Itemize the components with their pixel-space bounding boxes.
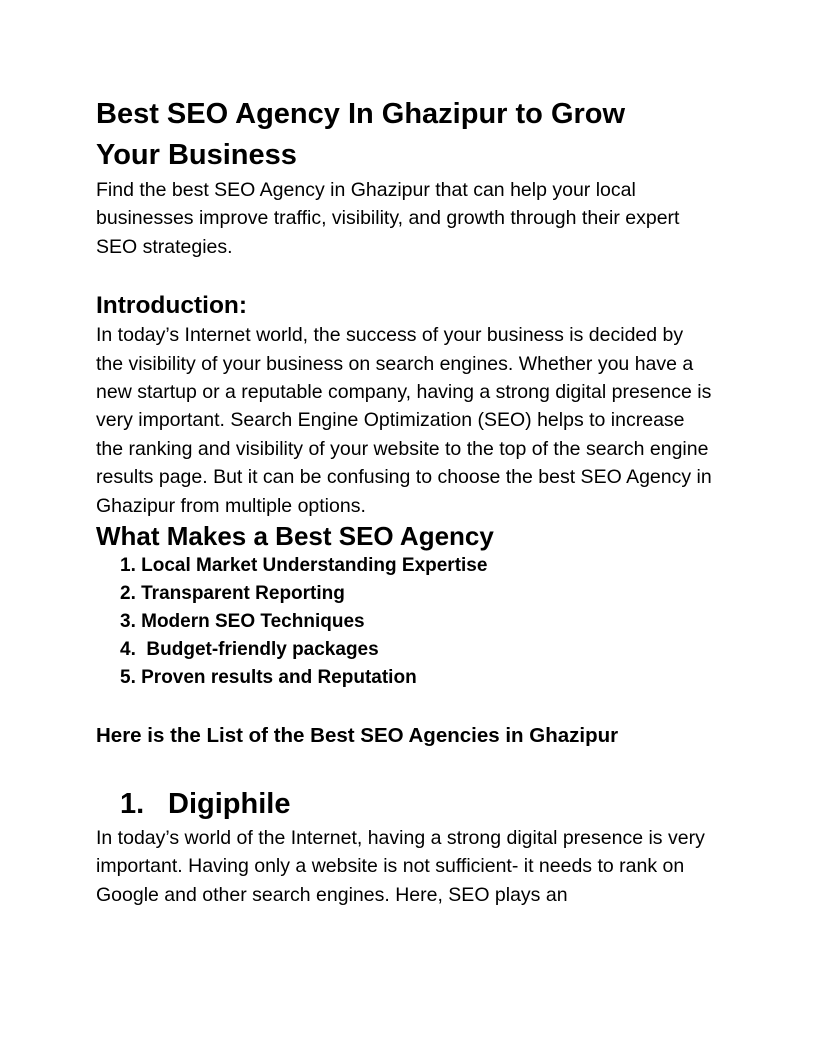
agency-number: 1.	[120, 788, 145, 821]
agency-name: Digiphile	[168, 788, 291, 821]
spacer	[96, 261, 726, 290]
list-item: 4. Budget-friendly packages	[120, 639, 379, 661]
page-title: Best SEO Agency In Ghazipur to Grow Your Business	[96, 98, 626, 171]
spacer	[96, 692, 726, 722]
spacer	[96, 750, 726, 784]
list-item: 1. Local Market Understanding Expertise	[120, 555, 488, 577]
agency-body: In today’s world of the Internet, having a strong digital presence is very important. Having only a website is not sufficient- it needs to rank on Google and other search engines. Here, SEO plays an	[96, 827, 705, 906]
intro-paragraph: Find the best SEO Agency in Ghazipur that can help your local businesses improve traffic, visibility, and growth through their expert SEO strategies.	[96, 179, 680, 258]
what-makes-heading: What Makes a Best SEO Agency	[96, 521, 494, 552]
agency-heading	[96, 784, 726, 824]
introduction-heading: Introduction:	[96, 292, 248, 320]
list-item: 5. Proven results and Reputation	[120, 667, 417, 689]
introduction-body: In today’s Internet world, the success of your business is decided by the visibility of your business on search engines. Whether you have a new startup or a reputable company, having a strong digital presence is very important. Search Engine Optimization (SEO) helps to increase the ranking and visibility of your website to the top of the search engine results page. But it can be confusing to choose the best SEO Agency in Ghazipur from multiple options.	[96, 324, 712, 517]
agencies-list-heading: Here is the List of the Best SEO Agencies in Ghazipur	[96, 724, 619, 748]
criteria-list	[96, 552, 726, 692]
document-page	[96, 94, 726, 909]
list-item: 3. Modern SEO Techniques	[120, 611, 365, 633]
list-item: 2. Transparent Reporting	[120, 583, 345, 605]
